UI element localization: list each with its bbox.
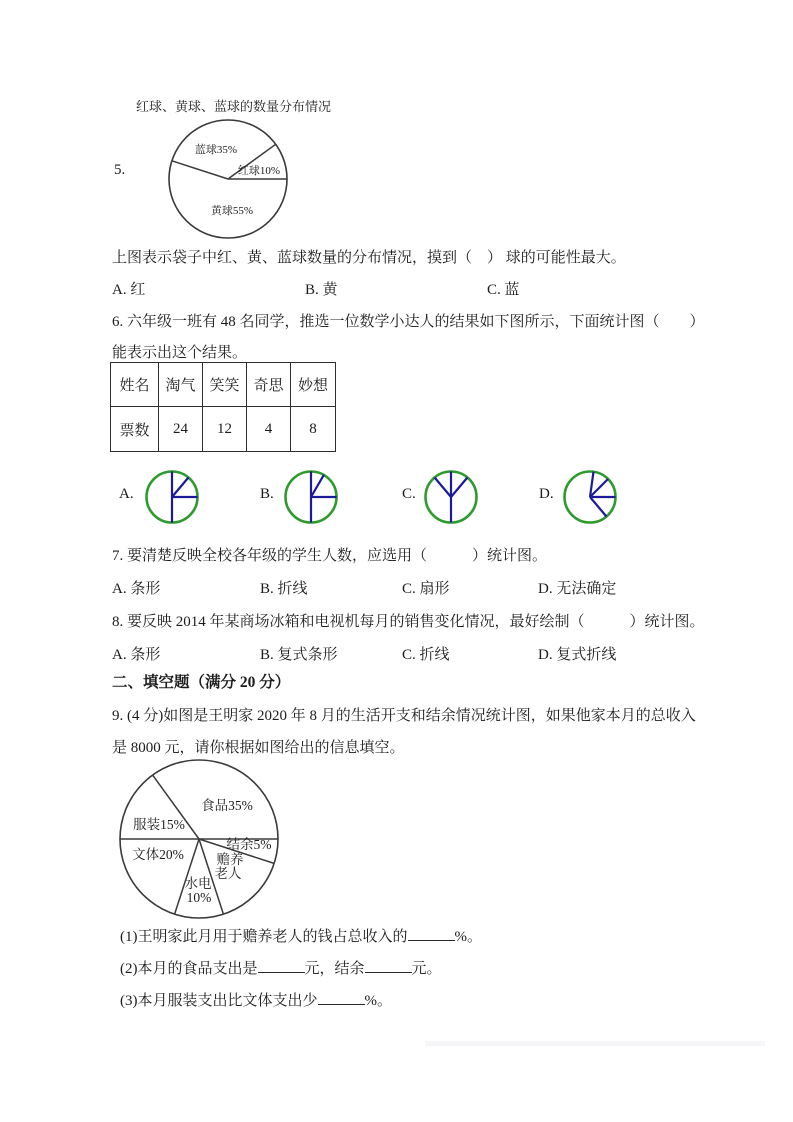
q9-sub3 [120, 989, 392, 1010]
q9-pie-label-balance: 结余5% [226, 837, 272, 852]
q6-diagram-label-a: A. [119, 486, 134, 502]
q9-sub3-suffix: %。 [364, 993, 392, 1009]
table-cell-name-header: 姓名 [111, 363, 159, 407]
q9-sub2-blank2 [365, 959, 412, 973]
table-cell: 笑笑 [203, 363, 247, 407]
q5-number: 5. [114, 162, 126, 178]
q6-pie-diagram-c [422, 468, 480, 526]
table-cell: 12 [203, 407, 247, 451]
q9-question-line2: 是 8000 元，请你根据如图给出的信息填空。 [112, 740, 405, 756]
q5-option-b: B. 黄 [305, 282, 338, 298]
q9-pie-label-elder-line1: 赡养 [216, 852, 244, 867]
q9-sub2-suffix: 元。 [411, 961, 442, 977]
table-cell: 奇思 [247, 363, 291, 407]
q9-sub1-suffix: %。 [454, 929, 482, 945]
q9-pie-label-culture: 文体20% [132, 847, 184, 862]
q9-sub2-text2: 元，结余 [304, 961, 365, 977]
q9-pie-label-clothing: 服装15% [133, 817, 185, 832]
table-cell: 4 [247, 407, 291, 451]
q5-pie-label-blue: 蓝球35% [194, 144, 238, 156]
q5-pie-label-yellow: 黄球55% [210, 205, 254, 217]
diagram-line [311, 475, 324, 497]
q6-pie-diagram-d [561, 468, 619, 526]
q7-option-a: A. 条形 [112, 581, 161, 597]
q5-pie-title: 红球、黄球、蓝球的数量分布情况 [136, 99, 332, 114]
q8-question: 8. 要反映 2014 年某商场冰箱和电视机每月的销售变化情况，最好绘制（ ）统计图。 [112, 614, 705, 630]
q9-sub2 [120, 957, 442, 978]
q7-question: 7. 要清楚反映全校各年级的学生人数，应选用（ ）统计图。 [112, 548, 548, 564]
diagram-line [590, 497, 606, 517]
q8-option-a: A. 条形 [112, 647, 161, 663]
q5-option-c: C. 蓝 [487, 282, 520, 298]
table-cell: 淘气 [159, 363, 203, 407]
q9-question-line1: 9. (4 分)如图是王明家 2020 年 8 月的生活开支和结余情况统计图，如果他家本月的总收入 [112, 708, 696, 724]
q6-question-line1: 6. 六年级一班有 48 名同学，推选一位数学小达人的结果如下图所示，下面统计图（ ） [112, 314, 705, 330]
q6-vote-table [110, 362, 336, 452]
q9-sub3-blank [318, 991, 365, 1005]
diagram-line [451, 478, 467, 498]
diagram-line [435, 478, 451, 498]
q9-sub3-text: (3)本月服装支出比文体支出少 [120, 993, 318, 1009]
table-cell: 妙想 [291, 363, 335, 407]
q8-option-c: C. 折线 [402, 647, 450, 663]
table-cell: 8 [309, 420, 317, 437]
q9-sub2-text1: (2)本月的食品支出是 [120, 961, 258, 977]
q6-pie-diagram-a [143, 468, 201, 526]
q5-pie-label-red: 红球10% [237, 165, 281, 177]
table-cell: 24 [159, 407, 203, 451]
q7-option-b: B. 折线 [260, 581, 308, 597]
q6-question-line2: 能表示出这个结果。 [112, 345, 248, 361]
q9-pie-label-utility-line2: 10% [186, 890, 212, 905]
q7-option-d: D. 无法确定 [538, 581, 617, 597]
q5-option-a: A. 红 [112, 282, 146, 298]
q9-pie-label-elder-line2: 老人 [214, 866, 242, 881]
q9-sub1 [120, 925, 482, 946]
q9-pie-chart [116, 756, 282, 922]
q5-question: 上图表示袋子中红、黄、蓝球数量的分布情况，摸到（ ） 球的可能性最大。 [112, 250, 626, 266]
q9-sub1-text: (1)王明家此月用于赡养老人的钱占总收入的 [120, 929, 408, 945]
q6-pie-diagram-b [282, 468, 340, 526]
q8-option-b: B. 复式条形 [260, 647, 338, 663]
q9-pie-label-utility-line1: 水电 [184, 876, 212, 891]
q6-diagram-label-b: B. [260, 486, 274, 502]
scan-artifact-bar [425, 1041, 765, 1046]
q5-pie-chart [164, 115, 292, 243]
q9-sub2-blank1 [258, 959, 305, 973]
q9-pie-label-food: 食品35% [201, 798, 253, 813]
q7-option-c: C. 扇形 [402, 581, 450, 597]
table-cell-votes-header: 票数 [111, 407, 159, 451]
q6-diagram-label-c: C. [402, 486, 416, 502]
q9-sub1-blank [408, 927, 455, 941]
q8-option-d: D. 复式折线 [538, 647, 617, 663]
diagram-line [172, 478, 188, 498]
q6-diagram-label-d: D. [539, 486, 554, 502]
section2-heading: 二、填空题（满分 20 分） [112, 674, 291, 691]
